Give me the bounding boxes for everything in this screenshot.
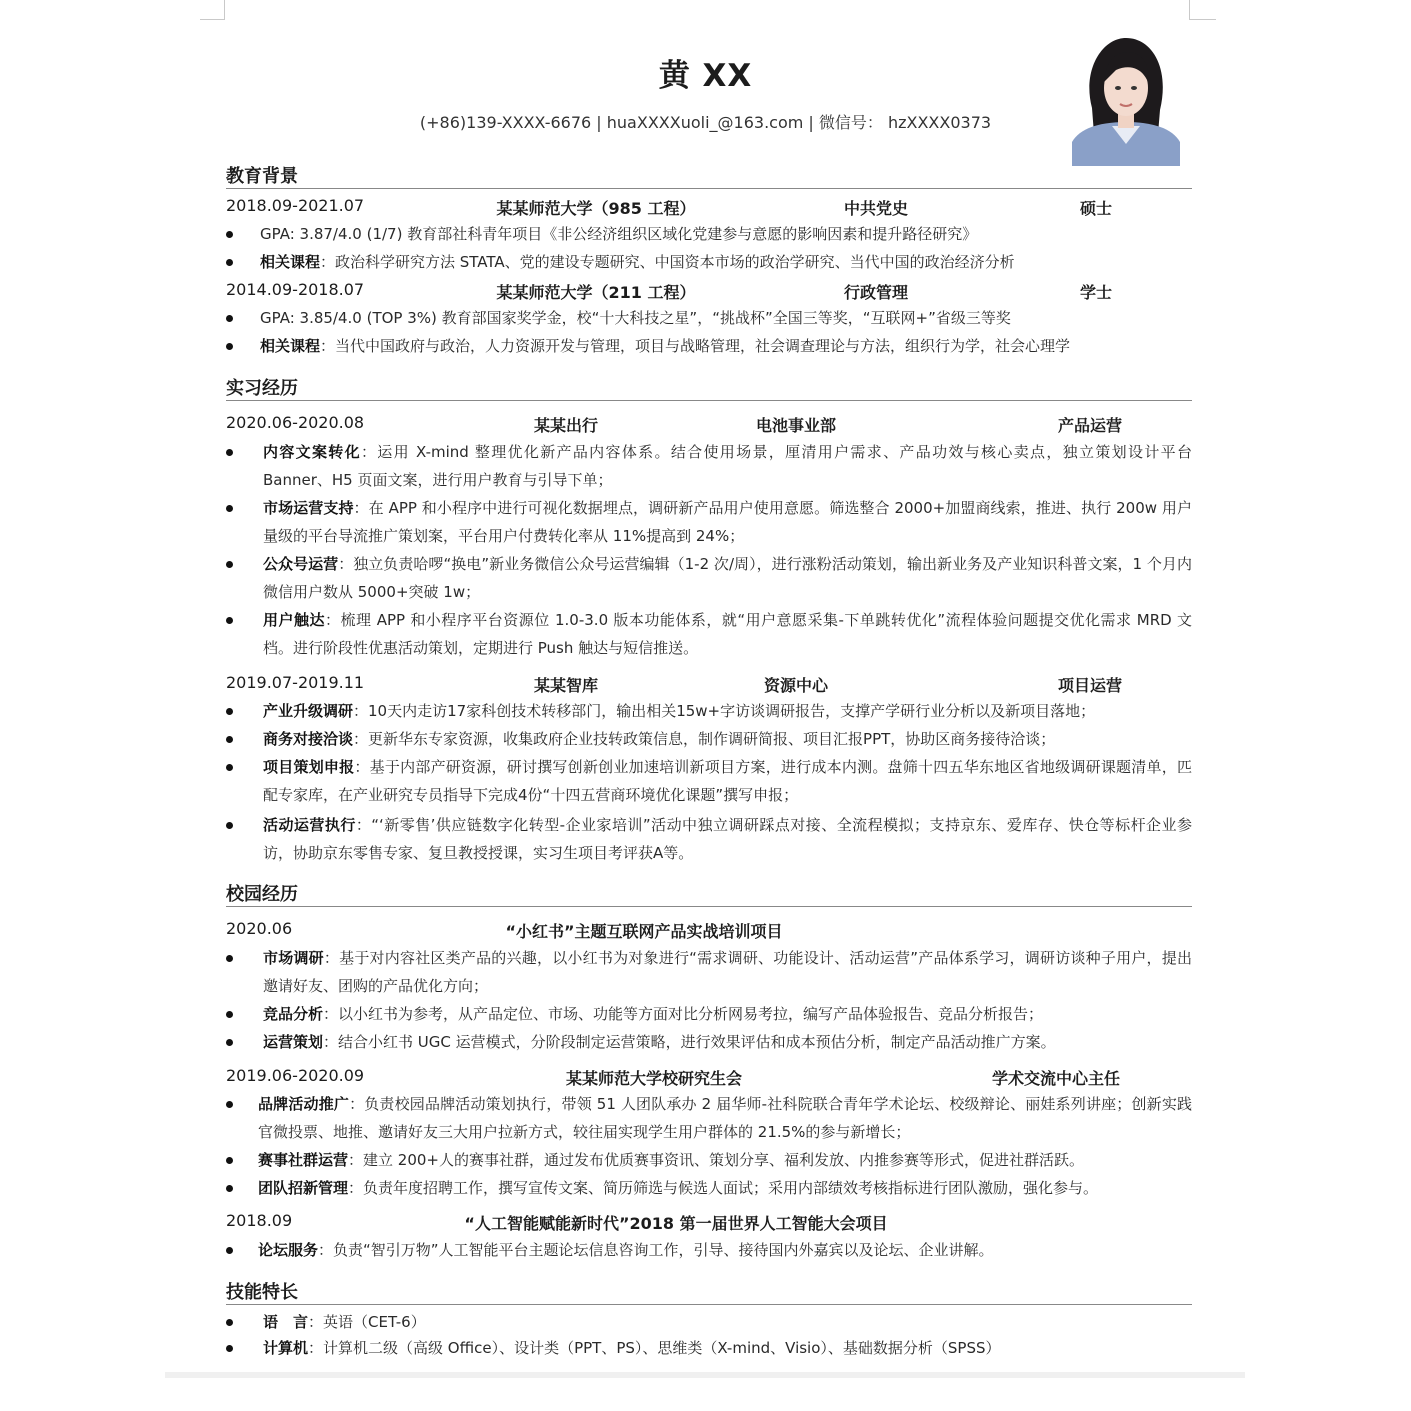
bullet-item [226, 1308, 1192, 1336]
bullet-icon [226, 1101, 233, 1108]
entry-org: 某某师范大学（211 工程） [496, 283, 696, 302]
bullet-text [263, 1000, 1192, 1028]
entry-dept: 资源中心 [763, 676, 829, 695]
bullet-body: ：独立负责哈啰“换电”新业务微信公众号运营编辑（1-2 次/周），进行涨粉活动策划，输出新业务及产业知识科普文案，1 个月内微信用户数从 5000+突破 1w； [263, 555, 1192, 601]
bullet-text [263, 438, 1192, 494]
bullet-icon [226, 1185, 233, 1192]
bullet-icon [226, 449, 233, 456]
bullet-body: GPA: 3.87/4.0 (1/7) 教育部社科青年项目《非公经济组织区域化党建参与意愿的影响因素和提升路径研究》 [260, 225, 978, 243]
bullet-key: 活动运营执行 [263, 816, 356, 834]
bullet-body: ：基于内部产研资源，研讨撰写创新创业加速培训新项目方案，进行成本内测。盘筛十四五华东地区省地级调研课题清单，匹配专家库，在产业研究专员指导下完成4份“十四五营商环境优化课题”撰写申报； [263, 758, 1192, 804]
section-education [226, 162, 1192, 189]
bullet-body: ：更新华东专家资源，收集政府企业技转政策信息，制作调研简报、项目汇报PPT，协助区商务接待洽谈； [353, 730, 1056, 748]
bullet-text [263, 725, 1192, 753]
portrait-photo [1072, 30, 1180, 166]
bullet-body: ：结合小红书 UGC 运营模式，分阶段制定运营策略，进行效果评估和成本预估分析，制定产品活动推广方案。 [323, 1033, 1056, 1051]
bullet-item [226, 606, 1192, 662]
bullet-item [226, 1028, 1192, 1056]
bullet-icon [226, 343, 233, 350]
bullet-text [263, 944, 1192, 1000]
bullet-text [263, 550, 1192, 606]
bullet-body: ：在 APP 和小程序中进行可视化数据埋点，调研新产品用户使用意愿。筛选整合 2000+加盟商线索，推进、执行 200w 用户量级的平台导流推广策划案，平台用户付费转化率从 11%提高到 24%； [263, 499, 1192, 545]
candidate-name: 黄 XX [658, 58, 753, 94]
entry-date: 2019.07-2019.11 [226, 673, 365, 692]
bullet-item [226, 304, 1192, 332]
bullet-body: ：以小红书为参考，从产品定位、市场、功能等方面对比分析网易考拉，编写产品体验报告、竞品分析报告； [323, 1005, 1044, 1023]
entry-org: 某某出行 [533, 416, 599, 435]
entry-date: 2020.06-2020.08 [226, 413, 365, 432]
bullet-body: ：英语（CET-6） [308, 1313, 426, 1331]
bullet-item [226, 1174, 1192, 1202]
bullet-text [263, 1334, 1192, 1362]
page-bottom-shadow [165, 1372, 1245, 1378]
bullet-body: ：基于对内容社区类产品的兴趣，以小红书为对象进行“需求调研、功能设计、活动运营”产品体系学习，调研访谈种子用户，提出邀请好友、团购的产品优化方向； [263, 949, 1192, 995]
entry-date: 2018.09 [226, 1211, 293, 1230]
bullet-icon [226, 259, 233, 266]
bullet-key: 团队招新管理 [258, 1179, 349, 1197]
entry-major: 行政管理 [843, 283, 909, 302]
bullet-key: 产业升级调研 [263, 702, 354, 720]
bullet-text [263, 697, 1192, 725]
entry-title: 某某师范大学校研究生会 [565, 1069, 743, 1088]
bullet-key: 用户触达 [263, 611, 325, 629]
bullet-key: 项目策划申报 [263, 758, 355, 776]
bullet-body: GPA: 3.85/4.0 (TOP 3%) 教育部国家奖学金，校“十大科技之星”，“挑战杯”全国三等奖，“互联网+”省级三等奖 [260, 309, 1011, 327]
bullet-icon [226, 1345, 233, 1352]
entry-header [226, 413, 1192, 435]
entry-role: 项目运营 [1057, 676, 1123, 695]
bullet-item [226, 220, 1192, 248]
bullet-body: ：运用 X-mind 整理优化新产品内容体系。结合使用场景，厘清用户需求、产品功效与核心卖点，独立策划设计平台 Banner、H5 页面文案，进行用户教育与引导下单； [263, 443, 1192, 489]
bullet-body: ：建立 200+人的赛事社群，通过发布优质赛事资讯、策划分享、福利发放、内推参赛等形式，促进社群活跃。 [348, 1151, 1084, 1169]
bullet-item [226, 697, 1192, 725]
bullet-item [226, 550, 1192, 606]
entry-date: 2018.09-2021.07 [226, 196, 365, 215]
bullet-icon [226, 1319, 233, 1326]
bullet-key: 计算机 [263, 1339, 309, 1357]
bullet-icon [226, 1157, 233, 1164]
bullet-icon [226, 764, 233, 771]
bullet-item [226, 1334, 1192, 1362]
entry-date: 2014.09-2018.07 [226, 280, 365, 299]
bullet-item [226, 1236, 1192, 1264]
bullet-key: 相关课程 [260, 253, 321, 271]
bullet-key: 商务对接洽谈 [263, 730, 354, 748]
bullet-icon [226, 561, 233, 568]
bullet-key: 竞品分析 [263, 1005, 324, 1023]
bullet-icon [226, 231, 233, 238]
entry-degree: 硕士 [1079, 199, 1113, 218]
entry-role: 学术交流中心主任 [991, 1069, 1121, 1088]
bullet-key: 品牌活动推广 [258, 1095, 350, 1113]
bullet-item [226, 248, 1192, 276]
bullet-text [260, 220, 1192, 248]
bullet-icon [226, 505, 233, 512]
section-internship [226, 374, 1192, 401]
bullet-key: 论坛服务 [258, 1241, 319, 1259]
contact-info: (+86)139-XXXX-6676 | huaXXXXuoli_@163.com | 微信号： hzXXXX0373 [419, 113, 992, 132]
entry-header [226, 196, 1192, 218]
bullet-item [226, 1146, 1192, 1174]
bullet-item [226, 332, 1192, 360]
bullet-text [258, 1174, 1192, 1202]
bullet-body: ：负责校园品牌活动策划执行，带领 51 人团队承办 2 届华师-社科院联合青年学术论坛、校级辩论、丽娃系列讲座；创新实践官微投票、地推、邀请好友三大用户拉新方式，较往届实现学生用户群体的 21.5%的参与新增长； [258, 1095, 1192, 1141]
entry-title: “人工智能赋能新时代”2018 第一届世界人工智能大会项目 [464, 1214, 888, 1233]
bullet-key: 相关课程 [260, 337, 321, 355]
bullet-key: 市场调研 [263, 949, 324, 967]
entry-date: 2020.06 [226, 919, 293, 938]
entry-org: 某某师范大学（985 工程） [496, 199, 696, 218]
entry-title: “小红书”主题互联网产品实战培训项目 [505, 922, 783, 941]
bullet-body: ：负责年度招聘工作，撰写宣传文案、简历筛选与候选人面试；采用内部绩效考核指标进行团队激励，强化参与。 [348, 1179, 1099, 1197]
bullet-item [226, 753, 1192, 809]
bullet-text [263, 753, 1192, 809]
bullet-text [260, 304, 1192, 332]
bullet-key: 内容文案转化 [263, 443, 361, 461]
bullet-item [226, 438, 1192, 494]
bullet-icon [226, 1039, 233, 1046]
bullet-icon [226, 617, 233, 624]
bullet-key: 公众号运营 [263, 555, 339, 573]
bullet-item [226, 1000, 1192, 1028]
entry-role: 产品运营 [1057, 416, 1123, 435]
entry-header [226, 1066, 1192, 1088]
section-title: 技能特长 [226, 1282, 298, 1303]
bullet-item [226, 1090, 1192, 1146]
bullet-body: ：10天内走访17家科创技术转移部门，输出相关15w+字访谈调研报告，支撑产学研行业分析以及新项目落地； [353, 702, 1096, 720]
bullet-text [260, 332, 1192, 360]
section-title: 教育背景 [226, 166, 298, 187]
bullet-text [258, 1146, 1192, 1174]
bullet-icon [226, 1247, 233, 1254]
section-skills [226, 1278, 1192, 1305]
bullet-key: 赛事社群运营 [258, 1151, 349, 1169]
bullet-text [263, 606, 1192, 662]
bullet-item [226, 944, 1192, 1000]
bullet-icon [226, 708, 233, 715]
crop-mark [200, 19, 224, 20]
entry-date: 2019.06-2020.09 [226, 1066, 365, 1085]
entry-degree: 学士 [1079, 283, 1113, 302]
bullet-key: 运营策划 [263, 1033, 324, 1051]
bullet-body: ：政治科学研究方法 STATA、党的建设专题研究、中国资本市场的政治学研究、当代中国的政治经济分析 [320, 253, 1015, 271]
bullet-icon [226, 955, 233, 962]
crop-mark [1190, 19, 1216, 20]
entry-header [226, 673, 1192, 695]
entry-major: 中共党史 [843, 199, 909, 218]
bullet-body: ：梳理 APP 和小程序平台资源位 1.0-3.0 版本功能体系，就“用户意愿采集-下单跳转优化”流程体验问题提交优化需求 MRD 文档。进行阶段性优惠活动策划，定期进行 Push 触达与短信推送。 [263, 611, 1192, 657]
entry-header [226, 280, 1192, 302]
bullet-key: 市场运营支持 [263, 499, 354, 517]
bullet-item [226, 811, 1192, 867]
bullet-item [226, 494, 1192, 550]
bullet-text [263, 494, 1192, 550]
bullet-body: ：“‘新零售’供应链数字化转型-企业家培训”活动中独立调研踩点对接、全流程模拟；支持京东、爱库存、快仓等标杆企业参访，协助京东零售专家、复旦教授授课，实习生项目考评获A等。 [263, 816, 1192, 862]
entry-org: 某某智库 [533, 676, 599, 695]
bullet-icon [226, 315, 233, 322]
entry-header [226, 1211, 1192, 1233]
section-title: 校园经历 [226, 884, 298, 905]
crop-mark [224, 0, 225, 20]
bullet-text [258, 1236, 1192, 1264]
section-title: 实习经历 [226, 378, 298, 399]
bullet-text [258, 1090, 1192, 1146]
entry-dept: 电池事业部 [755, 416, 837, 435]
bullet-icon [226, 736, 233, 743]
bullet-item [226, 725, 1192, 753]
bullet-body: ：当代中国政府与政治，人力资源开发与管理，项目与战略管理，社会调查理论与方法，组织行为学，社会心理学 [320, 337, 1071, 355]
bullet-icon [226, 1011, 233, 1018]
bullet-text [263, 1028, 1192, 1056]
section-campus [226, 880, 1192, 907]
bullet-icon [226, 822, 233, 829]
bullet-text [263, 1308, 1192, 1336]
entry-header [226, 919, 1192, 941]
bullet-text [263, 811, 1192, 867]
crop-mark [1189, 0, 1190, 20]
bullet-body: ：负责“智引万物”人工智能平台主题论坛信息咨询工作，引导、接待国内外嘉宾以及论坛、企业讲解。 [318, 1241, 994, 1259]
bullet-body: ：计算机二级（高级 Office）、设计类（PPT、PS）、思维类（X-mind、Visio）、基础数据分析（SPSS） [308, 1339, 1001, 1357]
bullet-text [260, 248, 1192, 276]
bullet-key: 语 言 [263, 1313, 309, 1331]
